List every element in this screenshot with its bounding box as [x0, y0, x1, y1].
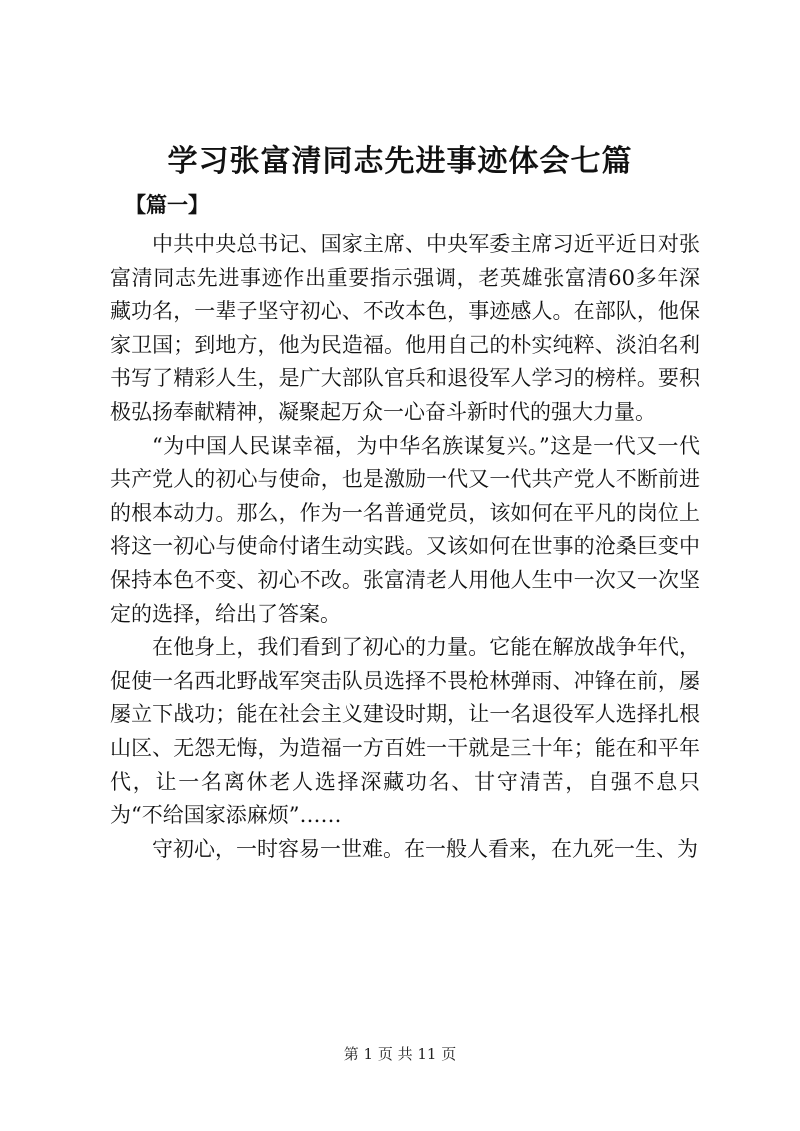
paragraph: 在他身上，我们看到了初心的力量。它能在解放战争年代，促使一名西北野战军突击队员选择不畏枪林弹雨、冲锋在前，屡屡立下战功；能在社会主义建设时期，让一名退役军人选择扎根山区、无怨无悔，为造福一方百姓一干就是三十年；能在和平年代，让一名离休老人选择深藏功名、甘守清苦，自强不息只为“不给国家添麻烦”…… — [110, 635, 700, 828]
paragraph: 中共中央总书记、国家主席、中央军委主席习近平近日对张富清同志先进事迹作出重要指示强调，老英雄张富清60多年深藏功名，一辈子坚守初心、不改本色，事迹感人。在部队，他保家卫国；到地方，他为民造福。他用自己的朴实纯粹、淡泊名利书写了精彩人生，是广大部队官兵和退役军人学习的榜样。要积极弘扬奉献精神，凝聚起万众一心奋斗新时代的强大力量。 — [110, 232, 700, 424]
section-label: 【篇一】 — [125, 192, 209, 217]
document-title: 学习张富清同志先进事迹体会七篇 — [167, 144, 633, 179]
paragraph: 守初心，一时容易一世难。在一般人看来，在九死一生、为 — [152, 836, 698, 861]
document-body — [110, 228, 700, 866]
page-footer: 第 1 页 共 11 页 — [343, 1045, 457, 1063]
paragraph: “为中国人民谋幸福，为中华名族谋复兴。”这是一代又一代共产党人的初心与使命，也是激励一代又一代共产党人不断前进的根本动力。那么，作为一名普通党员，该如何在平凡的岗位上将这一初心与使命付诸生动实践。又该如何在世事的沧桑巨变中保持本色不变、初心不改。张富清老人用他人生中一次又一次坚定的选择，给出了答案。 — [110, 433, 700, 626]
